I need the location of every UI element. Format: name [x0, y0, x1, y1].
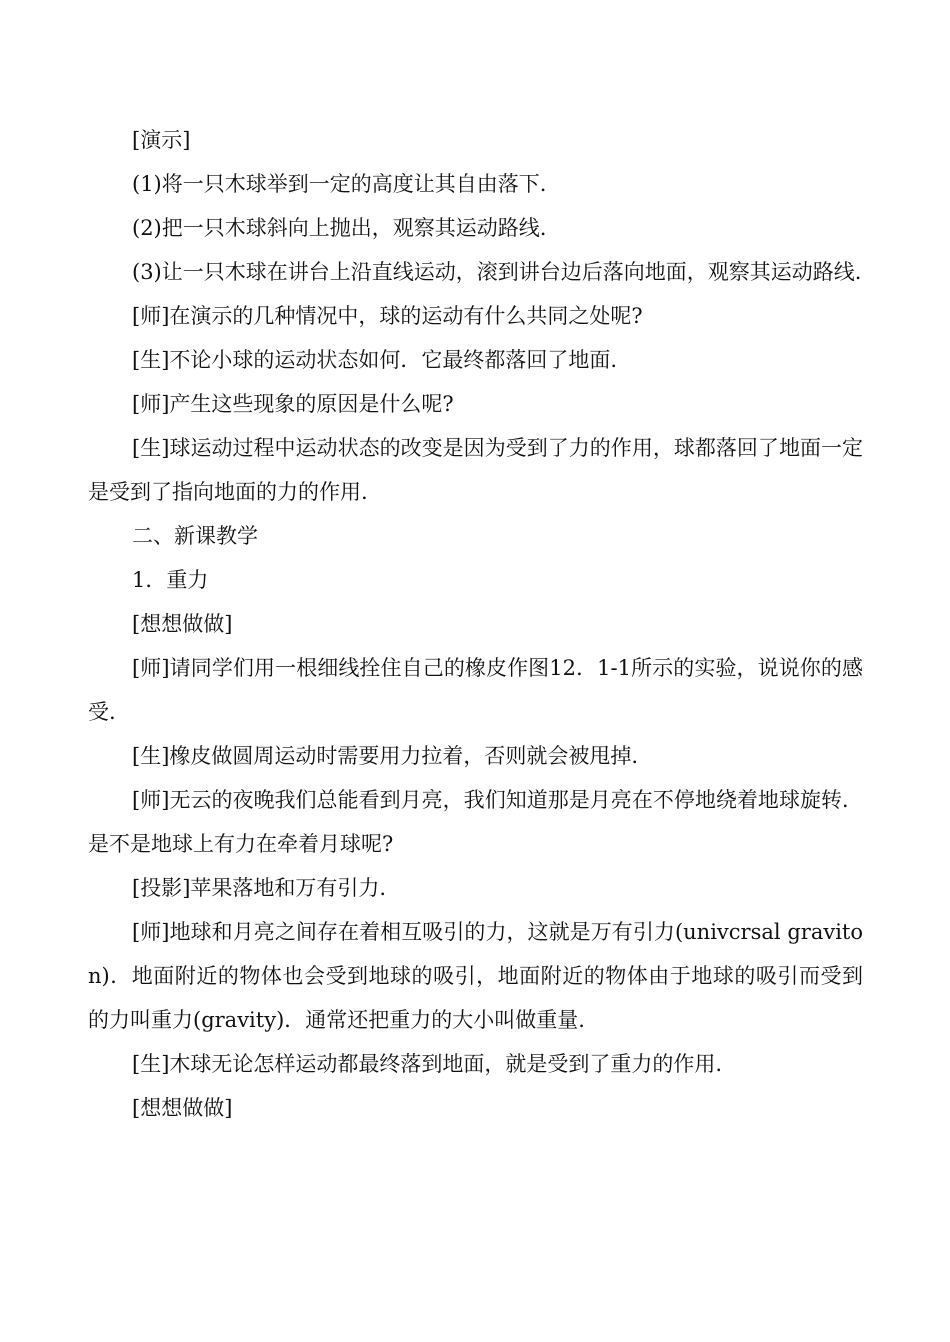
paragraph-think-and-do-1: [想想做做] [132, 612, 233, 636]
paragraph-think-and-do-2: [想想做做] [132, 1096, 233, 1120]
paragraph-student-answer-1: [生]不论小球的运动状态如何．它最终都落回了地面. [132, 348, 618, 372]
paragraph-demo-step-3: (3)让一只木球在讲台上沿直线运动，滚到讲台边后落向地面，观察其运动路线. [132, 260, 862, 284]
document-page [88, 118, 863, 1130]
paragraph-demo-step-2: (2)把一只木球斜向上抛出，观察其运动路线. [132, 216, 547, 240]
paragraph-teacher-explanation: [师]地球和月亮之间存在着相互吸引的力，这就是万有引力(univcrsal graviton)．地面附近的物体也会受到地球的吸引，地面附近的物体由于地球的吸引而受到的力叫重力(gravity)．通常还把重力的大小叫做重量. [88, 920, 863, 1032]
paragraph-teacher-instruction: [师]请同学们用一根细线拴住自己的橡皮作图12．1-1所示的实验，说说你的感受. [88, 656, 863, 724]
paragraph-student-answer-4: [生]木球无论怎样运动都最终落到地面，就是受到了重力的作用. [132, 1052, 723, 1076]
paragraph-demo-step-1: (1)将一只木球举到一定的高度让其自由落下. [132, 172, 547, 196]
paragraph-teacher-question-1: [师]在演示的几种情况中，球的运动有什么共同之处呢? [132, 304, 643, 328]
paragraph-teacher-question-3: [师]无云的夜晚我们总能看到月亮，我们知道那是月亮在不停地绕着地球旋转．是不是地球上有力在牵着月球呢? [88, 788, 863, 856]
subsection-heading-gravity: 1．重力 [132, 568, 209, 592]
paragraph-demo-heading: [演示] [132, 128, 191, 152]
paragraph-student-answer-3: [生]橡皮做圆周运动时需要用力拉着，否则就会被甩掉. [132, 744, 639, 768]
paragraph-teacher-question-2: [师]产生这些现象的原因是什么呢? [132, 392, 454, 416]
paragraph-student-answer-2: [生]球运动过程中运动状态的改变是因为受到了力的作用，球都落回了地面一定是受到了指向地面的力的作用. [88, 436, 863, 504]
section-heading-new-lesson: 二、新课教学 [132, 524, 258, 548]
paragraph-projection: [投影]苹果落地和万有引力. [132, 876, 387, 900]
